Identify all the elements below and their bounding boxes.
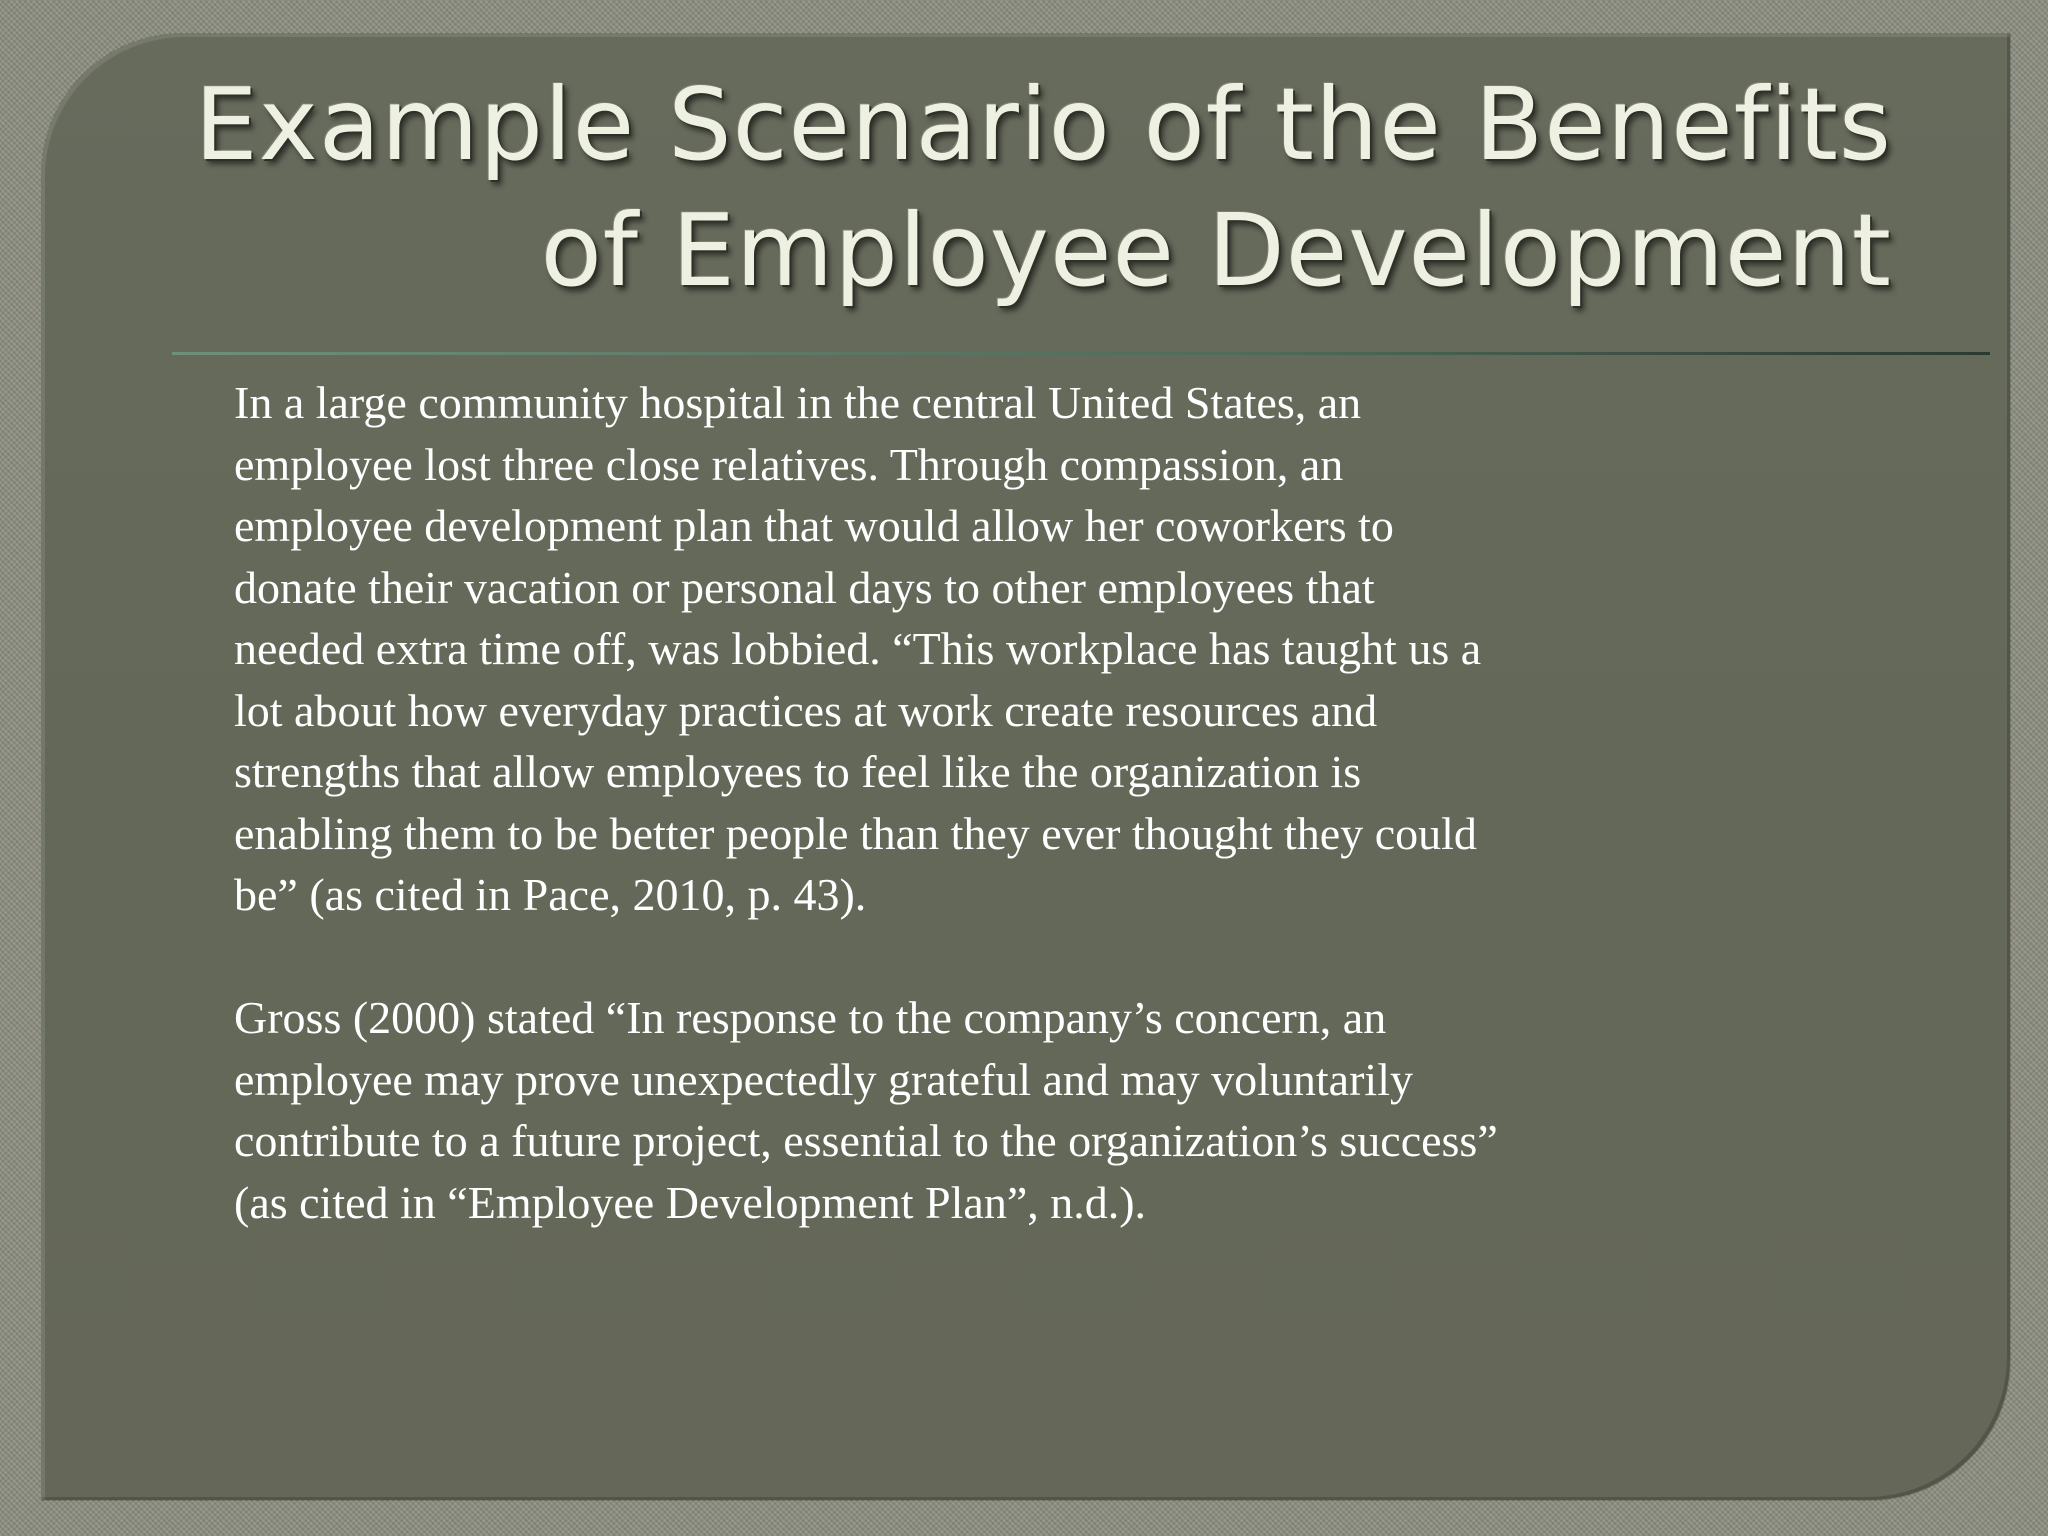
paragraph-1-line-7: strengths that allow employees to feel like the organization is [234,746,1362,797]
slide-panel [42,34,2010,1500]
slide-title-line-2: of Employee Development [540,192,1892,309]
slide-title-line-1: Example Scenario of the Benefits [194,66,1892,183]
paragraph-1-line-3: employee development plan that would allow her coworkers to [234,500,1394,551]
paragraph-1-line-1: In a large community hospital in the central United States, an [234,377,1362,428]
paragraph-1-line-4: donate their vacation or personal days to other employees that [234,561,1375,613]
hospital-scenario-paragraph [234,372,1894,926]
slide-body [234,372,1894,1233]
slide-title [92,62,1892,314]
title-divider [172,352,1990,355]
paragraph-2-line-3: contribute to a future project, essential to the organization’s success” [234,1115,1498,1166]
paragraph-1-line-6: lot about how everyday practices at work create resources and [234,684,1378,736]
paragraph-2-line-4: (as cited in “Employee Development Plan”, n.d.). [234,1176,1147,1228]
gross-quote-paragraph [234,987,1894,1233]
paragraph-1-line-8: enabling them to be better people than they ever thought they could [234,807,1477,859]
paragraph-1-line-2: employee lost three close relatives. Through compassion, an [234,438,1344,490]
paragraph-1-line-9: be” (as cited in Pace, 2010, p. 43). [234,869,867,920]
paragraph-1-line-5: needed extra time off, was lobbied. “This workplace has taught us a [234,623,1482,674]
paragraph-2-line-1: Gross (2000) stated “In response to the company’s concern, an [234,992,1387,1043]
paragraph-2-line-2: employee may prove unexpectedly grateful and may voluntarily [234,1053,1413,1105]
